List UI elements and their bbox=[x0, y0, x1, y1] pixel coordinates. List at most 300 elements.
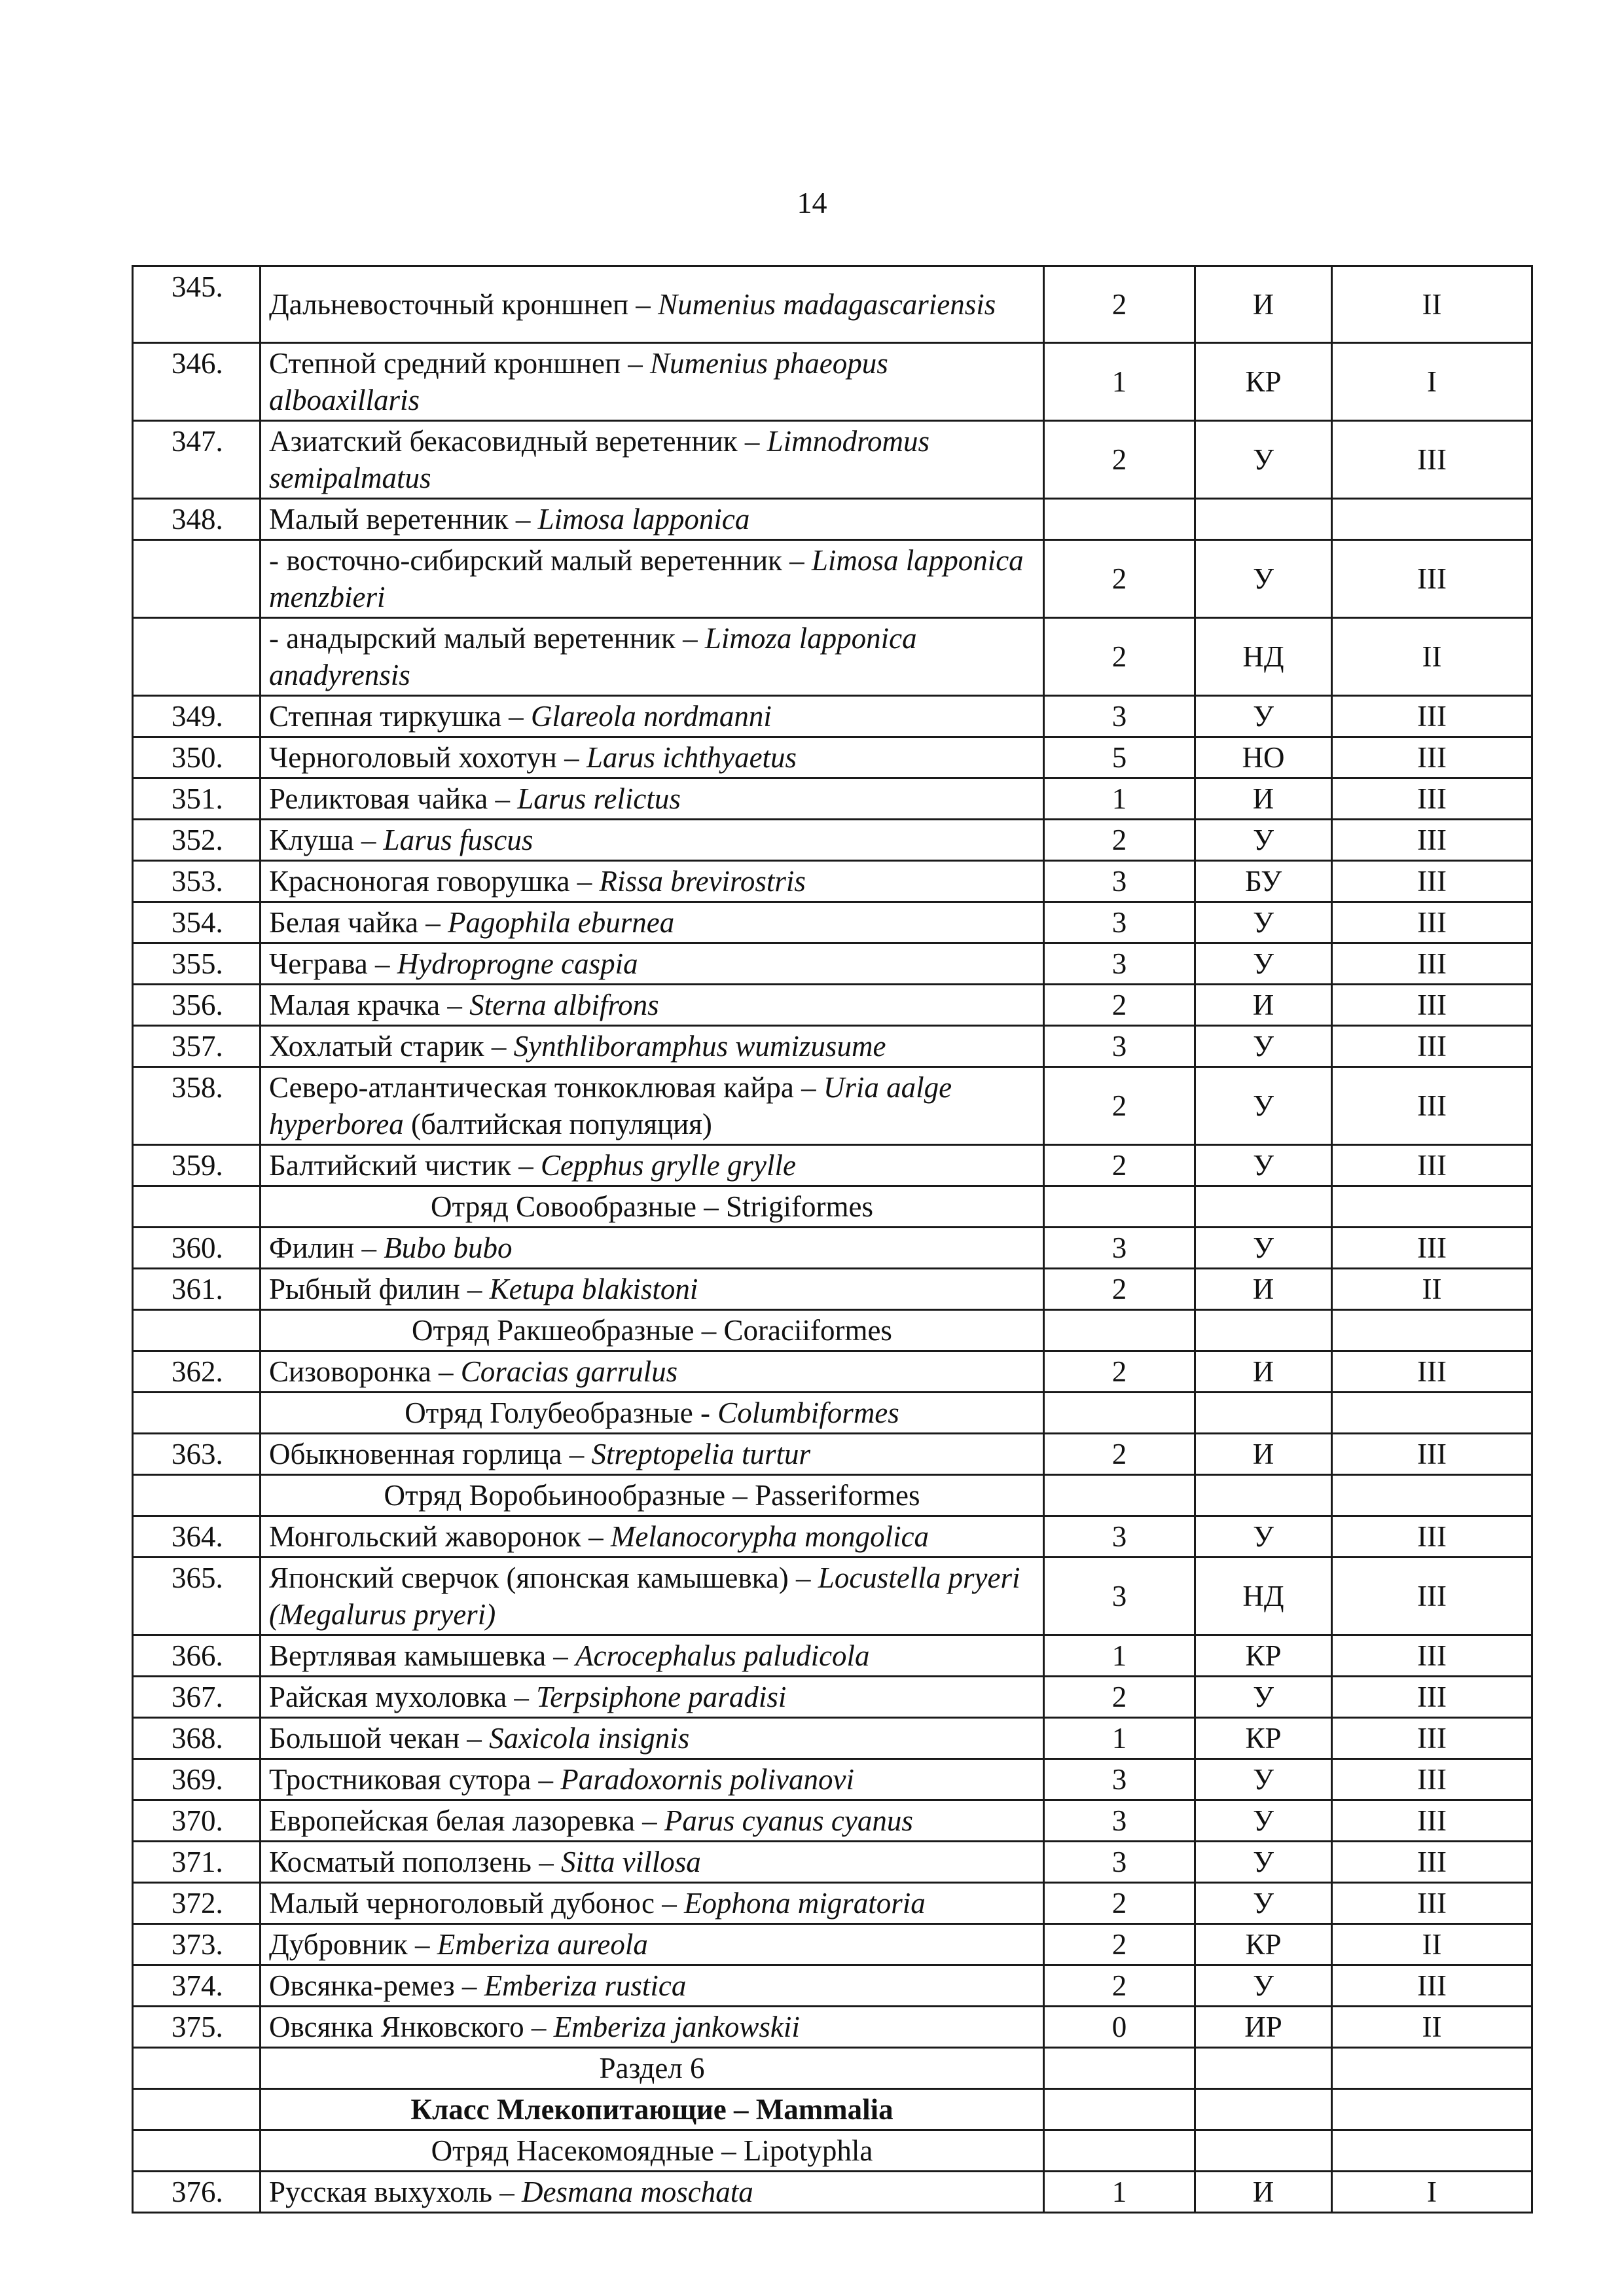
species-row bbox=[133, 1558, 1532, 1635]
species-common-name: Малый веретенник – bbox=[269, 503, 538, 536]
species-latin-name: Limosa lapponica menzbieri bbox=[269, 544, 1024, 613]
status-cell: У bbox=[1195, 1516, 1332, 1558]
status-cell: И bbox=[1195, 266, 1332, 343]
category-cell: 2 bbox=[1044, 1677, 1195, 1718]
priority-cell: III bbox=[1332, 1842, 1532, 1883]
species-name-cell bbox=[261, 1351, 1044, 1393]
priority-cell: III bbox=[1332, 1759, 1532, 1800]
row-number: 363. bbox=[133, 1434, 261, 1475]
empty-cell bbox=[1195, 1475, 1332, 1516]
category-cell: 2 bbox=[1044, 540, 1195, 618]
species-latin-name: Desmana moschata bbox=[522, 2176, 753, 2208]
species-latin-name: Uria aalge hyperborea bbox=[269, 1071, 952, 1140]
priority-cell: III bbox=[1332, 1228, 1532, 1269]
empty-cell bbox=[1195, 2048, 1332, 2089]
species-latin-name: Limosa lapponica bbox=[537, 503, 750, 536]
species-latin-name: Pagophila eburnea bbox=[448, 906, 675, 939]
species-table-body bbox=[133, 266, 1532, 2213]
status-cell: У bbox=[1195, 1677, 1332, 1718]
species-name-cell bbox=[261, 1558, 1044, 1635]
row-number: 366. bbox=[133, 1635, 261, 1677]
empty-cell bbox=[133, 1393, 261, 1434]
empty-cell bbox=[1332, 1310, 1532, 1351]
category-cell: 3 bbox=[1044, 1842, 1195, 1883]
category-cell: 2 bbox=[1044, 1269, 1195, 1310]
category-cell: 3 bbox=[1044, 1800, 1195, 1842]
subspecies-row bbox=[133, 540, 1532, 618]
priority-cell: III bbox=[1332, 902, 1532, 943]
status-cell: ИР bbox=[1195, 2007, 1332, 2048]
priority-cell: III bbox=[1332, 1145, 1532, 1186]
species-common-name: Чеграва – bbox=[269, 947, 397, 980]
row-number bbox=[133, 618, 261, 696]
row-number: 369. bbox=[133, 1759, 261, 1800]
status-cell: У bbox=[1195, 1800, 1332, 1842]
category-cell: 2 bbox=[1044, 618, 1195, 696]
species-name-cell bbox=[261, 421, 1044, 499]
heading-text: Отряд Ракшеобразные – bbox=[412, 1314, 724, 1347]
row-number: 347. bbox=[133, 421, 261, 499]
species-name-cell bbox=[261, 1434, 1044, 1475]
species-latin-name: Limoza lapponica anadyrensis bbox=[269, 622, 917, 691]
status-cell: У bbox=[1195, 1026, 1332, 1067]
row-number: 346. bbox=[133, 343, 261, 421]
species-common-name: Овсянка-ремез – bbox=[269, 1969, 484, 2002]
species-row bbox=[133, 1718, 1532, 1759]
heading-text: Отряд Воробьинообразные – bbox=[384, 1479, 755, 1512]
species-common-name: Русская выхухоль – bbox=[269, 2176, 522, 2208]
row-number: 375. bbox=[133, 2007, 261, 2048]
heading-tail: Strigiformes bbox=[725, 1190, 873, 1223]
status-cell: У bbox=[1195, 1067, 1332, 1145]
species-common-name: Красноногая говорушка – bbox=[269, 865, 600, 898]
species-common-name: Филин – bbox=[269, 1231, 384, 1264]
priority-cell: II bbox=[1332, 618, 1532, 696]
species-name-cell bbox=[261, 985, 1044, 1026]
species-common-name: - восточно-сибирский малый веретенник – bbox=[269, 544, 812, 577]
row-number: 348. bbox=[133, 499, 261, 540]
empty-cell bbox=[133, 1310, 261, 1351]
species-common-name: Степной средний кроншнеп – bbox=[269, 347, 651, 380]
row-number: 353. bbox=[133, 861, 261, 902]
priority-cell: III bbox=[1332, 1026, 1532, 1067]
species-row bbox=[133, 1800, 1532, 1842]
category-cell: 2 bbox=[1044, 1434, 1195, 1475]
empty-cell bbox=[1332, 2130, 1532, 2172]
row-number: 362. bbox=[133, 1351, 261, 1393]
section-heading-row bbox=[133, 1310, 1532, 1351]
species-name-cell bbox=[261, 1718, 1044, 1759]
species-row bbox=[133, 1759, 1532, 1800]
row-number: 368. bbox=[133, 1718, 261, 1759]
species-name-cell bbox=[261, 499, 1044, 540]
empty-cell bbox=[133, 2089, 261, 2130]
status-cell: У bbox=[1195, 1228, 1332, 1269]
species-name-cell bbox=[261, 266, 1044, 343]
category-cell: 3 bbox=[1044, 1558, 1195, 1635]
species-name-cell bbox=[261, 1883, 1044, 1924]
species-name-cell bbox=[261, 861, 1044, 902]
priority-cell: III bbox=[1332, 1351, 1532, 1393]
row-number bbox=[133, 540, 261, 618]
row-number: 359. bbox=[133, 1145, 261, 1186]
species-common-name: Монгольский жаворонок – bbox=[269, 1520, 611, 1553]
species-latin-name: Parus cyanus cyanus bbox=[664, 1804, 913, 1837]
species-common-name: Европейская белая лазоревка – bbox=[269, 1804, 664, 1837]
section-heading-cell bbox=[261, 1186, 1044, 1228]
section-heading-cell bbox=[261, 1475, 1044, 1516]
species-row bbox=[133, 778, 1532, 820]
category-cell: 2 bbox=[1044, 266, 1195, 343]
category-cell: 2 bbox=[1044, 985, 1195, 1026]
species-latin-name: Terpsiphone paradisi bbox=[536, 1681, 787, 1713]
row-number: 360. bbox=[133, 1228, 261, 1269]
species-name-suffix: (балтийская популяция) bbox=[403, 1108, 712, 1140]
empty-cell bbox=[1195, 1310, 1332, 1351]
section-heading-cell bbox=[261, 1393, 1044, 1434]
species-latin-name: Larus fuscus bbox=[383, 824, 533, 856]
category-cell: 3 bbox=[1044, 861, 1195, 902]
empty-cell bbox=[1195, 1393, 1332, 1434]
species-name-cell bbox=[261, 618, 1044, 696]
empty-cell bbox=[1332, 2089, 1532, 2130]
priority-cell: III bbox=[1332, 540, 1532, 618]
status-cell: И bbox=[1195, 1269, 1332, 1310]
heading-text: Раздел 6 bbox=[599, 2052, 705, 2085]
species-row bbox=[133, 2172, 1532, 2213]
category-cell: 2 bbox=[1044, 1965, 1195, 2007]
category-cell: 2 bbox=[1044, 1067, 1195, 1145]
status-cell: НД bbox=[1195, 618, 1332, 696]
species-table bbox=[132, 265, 1533, 2214]
species-row bbox=[133, 861, 1532, 902]
species-name-cell bbox=[261, 820, 1044, 861]
section-heading-row bbox=[133, 2130, 1532, 2172]
priority-cell: III bbox=[1332, 1718, 1532, 1759]
section-heading-row bbox=[133, 2048, 1532, 2089]
row-number: 345. bbox=[133, 266, 261, 343]
priority-cell: III bbox=[1332, 421, 1532, 499]
priority-cell: III bbox=[1332, 737, 1532, 778]
empty-cell bbox=[133, 2130, 261, 2172]
priority-cell: III bbox=[1332, 1883, 1532, 1924]
category-cell: 3 bbox=[1044, 1759, 1195, 1800]
status-cell: У bbox=[1195, 1145, 1332, 1186]
species-common-name: Рыбный филин – bbox=[269, 1273, 490, 1305]
species-row bbox=[133, 985, 1532, 1026]
species-row bbox=[133, 1434, 1532, 1475]
species-row bbox=[133, 1635, 1532, 1677]
species-common-name: Балтийский чистик – bbox=[269, 1149, 541, 1182]
species-common-name: Малая крачка – bbox=[269, 989, 470, 1021]
species-common-name: Малый черноголовый дубонос – bbox=[269, 1887, 684, 1920]
species-row bbox=[133, 902, 1532, 943]
species-common-name: Овсянка Янковского – bbox=[269, 2011, 554, 2043]
species-latin-name: Acrocephalus paludicola bbox=[575, 1639, 870, 1672]
priority-cell: III bbox=[1332, 1067, 1532, 1145]
row-number: 370. bbox=[133, 1800, 261, 1842]
status-cell: У bbox=[1195, 1965, 1332, 2007]
species-common-name: Дубровник – bbox=[269, 1928, 437, 1961]
priority-cell: III bbox=[1332, 778, 1532, 820]
heading-text: Отряд Совообразные – bbox=[431, 1190, 726, 1223]
species-latin-name: Saxicola insignis bbox=[489, 1722, 690, 1755]
priority-cell: I bbox=[1332, 2172, 1532, 2213]
row-number: 365. bbox=[133, 1558, 261, 1635]
priority-cell: III bbox=[1332, 1677, 1532, 1718]
category-cell: 3 bbox=[1044, 902, 1195, 943]
species-latin-name: Cepphus grylle grylle bbox=[541, 1149, 796, 1182]
species-latin-name: Numenius madagascariensis bbox=[658, 288, 996, 321]
species-row bbox=[133, 1677, 1532, 1718]
section-heading-row bbox=[133, 2089, 1532, 2130]
species-name-cell bbox=[261, 1759, 1044, 1800]
priority-cell: II bbox=[1332, 1269, 1532, 1310]
species-common-name: Дальневосточный кроншнеп – bbox=[269, 288, 659, 321]
species-name-cell bbox=[261, 943, 1044, 985]
species-latin-name: Melanocorypha mongolica bbox=[610, 1520, 929, 1553]
species-latin-name: Paradoxornis polivanovi bbox=[560, 1763, 854, 1796]
species-common-name: Сизоворонка – bbox=[269, 1355, 461, 1388]
heading-latin: Columbiformes bbox=[717, 1396, 899, 1429]
status-cell: КР bbox=[1195, 1635, 1332, 1677]
species-row bbox=[133, 1516, 1532, 1558]
species-name-cell bbox=[261, 1677, 1044, 1718]
priority-cell: III bbox=[1332, 1965, 1532, 2007]
species-row bbox=[133, 1883, 1532, 1924]
status-cell: КР bbox=[1195, 1718, 1332, 1759]
empty-cell bbox=[1044, 2048, 1195, 2089]
species-latin-name: Locustella pryeri bbox=[818, 1561, 1020, 1594]
species-latin-name: Sitta villosa bbox=[560, 1846, 701, 1878]
species-row bbox=[133, 1067, 1532, 1145]
status-cell bbox=[1195, 499, 1332, 540]
status-cell: НД bbox=[1195, 1558, 1332, 1635]
species-row bbox=[133, 737, 1532, 778]
status-cell: У bbox=[1195, 902, 1332, 943]
section-heading-cell bbox=[261, 2048, 1044, 2089]
priority-cell: III bbox=[1332, 861, 1532, 902]
species-latin-name: Coracias garrulus bbox=[460, 1355, 678, 1388]
species-latin-name: Larus ichthyaetus bbox=[586, 741, 797, 774]
species-common-name: - анадырский малый веретенник – bbox=[269, 622, 705, 655]
species-name-cell bbox=[261, 1800, 1044, 1842]
category-cell: 2 bbox=[1044, 1883, 1195, 1924]
status-cell: И bbox=[1195, 985, 1332, 1026]
row-number: 352. bbox=[133, 820, 261, 861]
species-name-cell bbox=[261, 540, 1044, 618]
status-cell: КР bbox=[1195, 343, 1332, 421]
species-name-cell bbox=[261, 1026, 1044, 1067]
priority-cell: III bbox=[1332, 985, 1532, 1026]
species-name-cell bbox=[261, 1635, 1044, 1677]
species-common-name: Реликтовая чайка – bbox=[269, 782, 518, 815]
priority-cell: III bbox=[1332, 696, 1532, 737]
status-cell: БУ bbox=[1195, 861, 1332, 902]
species-common-name: Черноголовый хохотун – bbox=[269, 741, 586, 774]
species-common-name: Вертлявая камышевка – bbox=[269, 1639, 576, 1672]
priority-cell: III bbox=[1332, 1635, 1532, 1677]
priority-cell: III bbox=[1332, 1558, 1532, 1635]
category-cell: 2 bbox=[1044, 1924, 1195, 1965]
species-row bbox=[133, 499, 1532, 540]
status-cell: У bbox=[1195, 1883, 1332, 1924]
heading-text: Отряд Насекомоядные – bbox=[431, 2134, 744, 2167]
row-number: 350. bbox=[133, 737, 261, 778]
empty-cell bbox=[1044, 2089, 1195, 2130]
species-common-name: Клуша – bbox=[269, 824, 384, 856]
species-latin-name: Numenius phaeopus alboaxillaris bbox=[269, 347, 888, 416]
priority-cell: II bbox=[1332, 2007, 1532, 2048]
category-cell: 3 bbox=[1044, 943, 1195, 985]
category-cell: 2 bbox=[1044, 820, 1195, 861]
category-cell: 3 bbox=[1044, 1516, 1195, 1558]
category-cell: 1 bbox=[1044, 1635, 1195, 1677]
row-number: 373. bbox=[133, 1924, 261, 1965]
priority-cell: I bbox=[1332, 343, 1532, 421]
subspecies-row bbox=[133, 618, 1532, 696]
species-latin-name: Limnodromus semipalmatus bbox=[269, 425, 929, 494]
row-number: 372. bbox=[133, 1883, 261, 1924]
species-name-cell bbox=[261, 1067, 1044, 1145]
priority-cell: II bbox=[1332, 266, 1532, 343]
section-heading-cell bbox=[261, 2130, 1044, 2172]
species-latin-name: Bubo bubo bbox=[384, 1231, 513, 1264]
status-cell: НО bbox=[1195, 737, 1332, 778]
status-cell: И bbox=[1195, 778, 1332, 820]
row-number: 358. bbox=[133, 1067, 261, 1145]
species-row bbox=[133, 1145, 1532, 1186]
status-cell: И bbox=[1195, 1434, 1332, 1475]
page-number: 14 bbox=[797, 186, 827, 219]
species-row bbox=[133, 1842, 1532, 1883]
species-name-cell bbox=[261, 2007, 1044, 2048]
status-cell: КР bbox=[1195, 1924, 1332, 1965]
species-name-cell bbox=[261, 1228, 1044, 1269]
species-latin-name: Sterna albifrons bbox=[469, 989, 659, 1021]
category-cell: 2 bbox=[1044, 1351, 1195, 1393]
species-row bbox=[133, 1228, 1532, 1269]
section-heading-row bbox=[133, 1186, 1532, 1228]
species-row bbox=[133, 421, 1532, 499]
empty-cell bbox=[1332, 2048, 1532, 2089]
status-cell: У bbox=[1195, 421, 1332, 499]
empty-cell bbox=[133, 1186, 261, 1228]
species-common-name: Азиатский бекасовидный веретенник – bbox=[269, 425, 767, 458]
empty-cell bbox=[1332, 1475, 1532, 1516]
empty-cell bbox=[1044, 2130, 1195, 2172]
priority-cell: II bbox=[1332, 1924, 1532, 1965]
species-name-cell bbox=[261, 1269, 1044, 1310]
priority-cell: III bbox=[1332, 943, 1532, 985]
heading-tail: Coraciiformes bbox=[723, 1314, 892, 1347]
status-cell: И bbox=[1195, 2172, 1332, 2213]
species-latin-name: Hydroprogne caspia bbox=[397, 947, 638, 980]
row-number: 354. bbox=[133, 902, 261, 943]
section-heading-row bbox=[133, 1393, 1532, 1434]
species-name-cell bbox=[261, 2172, 1044, 2213]
heading-text: Отряд Голубеобразные - bbox=[405, 1396, 718, 1429]
species-latin-name: Ketupa blakistoni bbox=[489, 1273, 698, 1305]
row-number: 374. bbox=[133, 1965, 261, 2007]
empty-cell bbox=[1332, 1186, 1532, 1228]
species-row bbox=[133, 1269, 1532, 1310]
species-row bbox=[133, 943, 1532, 985]
species-latin-name: Synthliboramphus wumizusume bbox=[513, 1030, 886, 1063]
row-number: 349. bbox=[133, 696, 261, 737]
category-cell: 5 bbox=[1044, 737, 1195, 778]
heading-text: Класс Млекопитающие – Mammalia bbox=[410, 2093, 893, 2126]
species-row bbox=[133, 1924, 1532, 1965]
row-number: 351. bbox=[133, 778, 261, 820]
status-cell: У bbox=[1195, 696, 1332, 737]
status-cell: У bbox=[1195, 540, 1332, 618]
species-name-cell bbox=[261, 778, 1044, 820]
species-latin-name: Emberiza jankowskii bbox=[553, 2011, 800, 2043]
species-name-suffix: (Megalurus pryeri) bbox=[269, 1598, 496, 1631]
category-cell: 1 bbox=[1044, 1718, 1195, 1759]
category-cell: 1 bbox=[1044, 2172, 1195, 2213]
species-row bbox=[133, 266, 1532, 343]
section-heading-cell bbox=[261, 1310, 1044, 1351]
species-common-name: Большой чекан – bbox=[269, 1722, 490, 1755]
species-latin-name: Emberiza rustica bbox=[484, 1969, 687, 2002]
species-latin-name: Eophona migratoria bbox=[683, 1887, 926, 1920]
empty-cell bbox=[1044, 1310, 1195, 1351]
section-heading-row bbox=[133, 1475, 1532, 1516]
category-cell: 3 bbox=[1044, 1228, 1195, 1269]
species-name-cell bbox=[261, 1516, 1044, 1558]
species-name-cell bbox=[261, 1145, 1044, 1186]
category-cell: 0 bbox=[1044, 2007, 1195, 2048]
species-latin-name: Streptopelia turtur bbox=[591, 1438, 811, 1470]
priority-cell: III bbox=[1332, 1800, 1532, 1842]
species-row bbox=[133, 1351, 1532, 1393]
species-latin-name: Rissa brevirostris bbox=[599, 865, 806, 898]
species-name-cell bbox=[261, 696, 1044, 737]
species-name-cell bbox=[261, 1965, 1044, 2007]
row-number: 371. bbox=[133, 1842, 261, 1883]
row-number: 357. bbox=[133, 1026, 261, 1067]
category-cell: 1 bbox=[1044, 778, 1195, 820]
category-cell: 3 bbox=[1044, 1026, 1195, 1067]
category-cell: 2 bbox=[1044, 1145, 1195, 1186]
status-cell: У bbox=[1195, 1759, 1332, 1800]
species-name-cell bbox=[261, 902, 1044, 943]
category-cell: 1 bbox=[1044, 343, 1195, 421]
status-cell: У bbox=[1195, 1842, 1332, 1883]
empty-cell bbox=[133, 1475, 261, 1516]
species-row bbox=[133, 1026, 1532, 1067]
species-latin-name: Glareola nordmanni bbox=[530, 700, 772, 733]
row-number: 364. bbox=[133, 1516, 261, 1558]
category-cell: 2 bbox=[1044, 421, 1195, 499]
species-row bbox=[133, 820, 1532, 861]
empty-cell bbox=[1044, 1186, 1195, 1228]
row-number: 355. bbox=[133, 943, 261, 985]
empty-cell bbox=[1195, 1186, 1332, 1228]
empty-cell bbox=[1195, 2130, 1332, 2172]
priority-cell bbox=[1332, 499, 1532, 540]
species-name-cell bbox=[261, 1842, 1044, 1883]
species-common-name: Северо-атлантическая тонкоклювая кайра – bbox=[269, 1071, 823, 1104]
species-common-name: Обыкновенная горлица – bbox=[269, 1438, 592, 1470]
row-number: 361. bbox=[133, 1269, 261, 1310]
empty-cell bbox=[133, 2048, 261, 2089]
species-latin-name: Emberiza aureola bbox=[437, 1928, 648, 1961]
category-cell bbox=[1044, 499, 1195, 540]
species-common-name: Японский сверчок (японская камышевка) – bbox=[269, 1561, 818, 1594]
